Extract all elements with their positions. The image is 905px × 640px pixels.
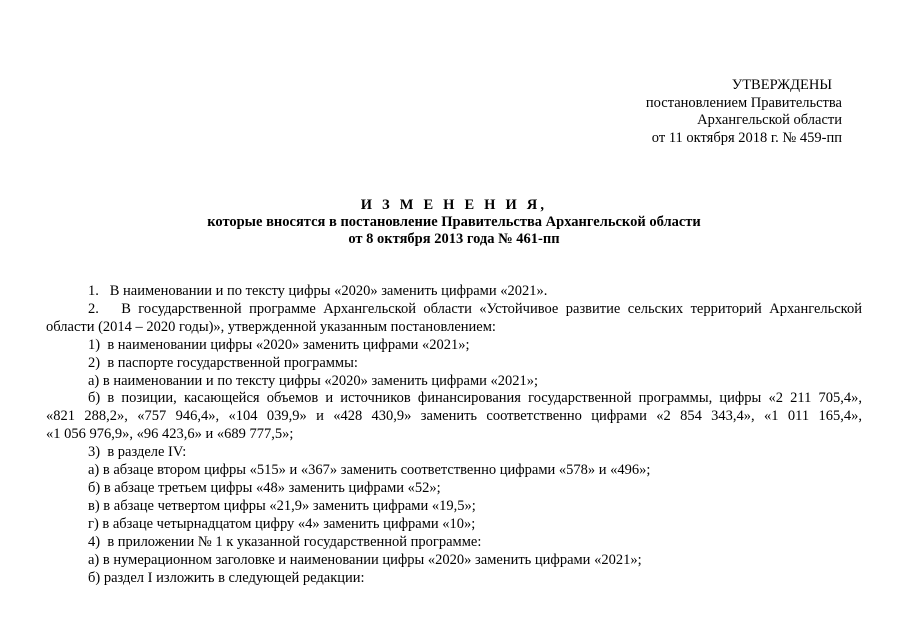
paragraph-9: б) в абзаце третьем цифры «48» заменить цифрами «52»; [88, 479, 441, 496]
document-heading [46, 197, 862, 248]
paragraph-12: 4) в приложении № 1 к указанной государственной программе: [88, 533, 482, 550]
approval-title: УТВЕРЖДЕНЫ [731, 77, 832, 93]
paragraph-10: в) в абзаце четвертом цифры «21,9» заменить цифрами «19,5»; [88, 497, 476, 514]
paragraph-6-line-3: «1 056 976,9», «96 423,6» и «689 777,5»; [46, 426, 294, 443]
heading-title: И З М Е Н Е Н И Я, [360, 197, 548, 213]
approval-stamp [560, 77, 842, 147]
paragraph-2-line-2: области (2014 – 2020 годы)», утвержденной указанным постановлением: [46, 318, 496, 335]
paragraph-3: 1) в наименовании цифры «2020» заменить цифрами «2021»; [88, 336, 470, 353]
paragraph-6-line-2: «821 288,2», «757 946,4», «104 039,9» и «428 430,9» заменить соответственно цифрами «2 854 343,4», «1 011 165,4», [46, 408, 862, 425]
paragraph-13: а) в нумерационном заголовке и наименовании цифры «2020» заменить цифрами «2021»; [88, 551, 642, 568]
paragraph-6-line-1: б) в позиции, касающейся объемов и источников финансирования государственной программы, цифры «2 211 705,4», [88, 390, 862, 407]
paragraph-8: а) в абзаце втором цифры «515» и «367» заменить соответственно цифрами «578» и «496»; [88, 462, 651, 479]
paragraph-1: 1. В наименовании и по тексту цифры «2020» заменить цифрами «2021». [88, 283, 548, 299]
paragraph-5: а) в наименовании и по тексту цифры «2020» заменить цифрами «2021»; [88, 372, 539, 389]
paragraph-2-line-1: 2. В государственной программе Архангельской области «Устойчивое развитие сельских территорий Архангельской [88, 300, 862, 317]
paragraph-7: 3) в разделе IV: [88, 444, 187, 461]
heading-line-1: которые вносятся в постановление Правительства Архангельской области [207, 214, 701, 230]
heading-line-2: от 8 октября 2013 года № 461-пп [348, 231, 560, 247]
approval-line-2: Архангельской области [697, 112, 842, 128]
paragraph-4: 2) в паспорте государственной программы: [88, 354, 358, 371]
document-body [46, 283, 862, 587]
approval-line-1: постановлением Правительства [645, 94, 842, 111]
paragraph-11: г) в абзаце четырнадцатом цифру «4» заменить цифрами «10»; [88, 515, 476, 532]
paragraph-14: б) раздел I изложить в следующей редакции: [88, 569, 365, 586]
approval-line-3: от 11 октября 2018 г. № 459-пп [651, 129, 842, 146]
